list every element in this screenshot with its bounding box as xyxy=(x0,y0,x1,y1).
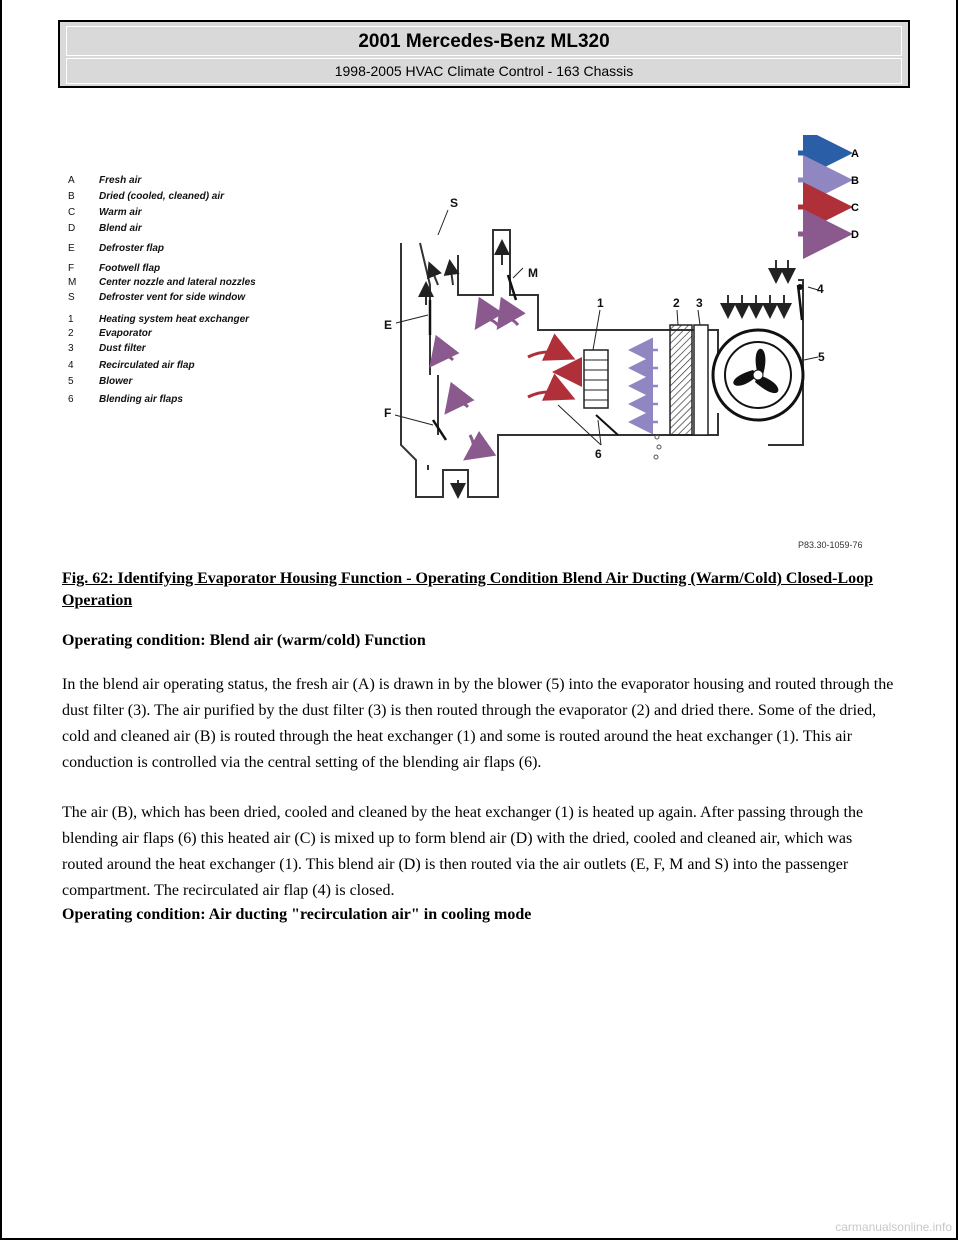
condensate-drops-icon xyxy=(654,435,661,459)
paragraph-blend-air-2: The air (B), which has been dried, cooled and cleaned by the heat exchanger (1) is heated up again. After passing through the blending air flaps (6) this heated air (C) is mixed up to form blend air (D) with the dried, cooled and cleaned air, which was routed around the heat exchanger (1). This blend air (D) is then routed via the air outlets (E, F, M and S) into the passenger compartment. The recirculated air flap (4) is closed. xyxy=(62,804,864,899)
header-title: 2001 Mercedes-Benz ML320 xyxy=(66,26,902,56)
section-heading-blend-air: Operating condition: Blend air (warm/cold) Function xyxy=(62,632,426,649)
recirculated-air-flap xyxy=(798,285,802,320)
blend-air-arrows xyxy=(433,319,518,457)
figure-code: P83.30-1059-76 xyxy=(798,540,863,550)
outlet-arrows xyxy=(426,243,502,495)
label-1: 1 xyxy=(597,296,604,310)
label-5: 5 xyxy=(818,350,825,364)
label-e: E xyxy=(384,318,393,332)
hvac-schematic xyxy=(58,135,878,555)
key-c: C xyxy=(851,202,859,214)
heat-exchanger xyxy=(584,350,608,408)
label-3: 3 xyxy=(696,296,703,310)
dried-air-arrows xyxy=(633,350,658,422)
label-s: S xyxy=(450,196,459,210)
label-m: M xyxy=(528,266,538,280)
label-6: 6 xyxy=(595,447,602,461)
header-subtitle: 1998-2005 HVAC Climate Control - 163 Chassis xyxy=(66,58,902,84)
key-b: B xyxy=(851,175,859,187)
warm-air-arrows xyxy=(528,352,573,397)
dust-filter xyxy=(694,325,708,435)
label-2: 2 xyxy=(673,296,680,310)
section-heading-recirculation: Operating condition: Air ducting "recirculation air" in cooling mode xyxy=(62,906,532,923)
key-a: A xyxy=(851,148,859,160)
flow-key-arrows xyxy=(798,148,859,241)
key-d: D xyxy=(851,229,859,241)
evaporator xyxy=(670,325,692,435)
blower-icon xyxy=(713,330,803,420)
page-header xyxy=(58,20,910,88)
hvac-diagram-figure: A Fresh air B Dried (cooled, cleaned) air C Warm air D Blend air E Defroster flap F Footwell flap M Center nozzle and lateral nozzles S Defroster vent for side window 1 Heating system heat exchanger 2 Evaporator 3 Dust filter 4 Recirculated air flap 5 Blower 6 Blending air flaps A B C D S M E F 1 2 3 4 5 6 P83.30-1059-76 xyxy=(58,135,878,555)
label-4: 4 xyxy=(817,282,824,296)
fresh-air-intake-arrows xyxy=(728,260,788,315)
watermark-url: carmanualsonline.info xyxy=(835,1220,952,1234)
footwell-flap xyxy=(433,420,446,440)
label-f: F xyxy=(384,406,392,420)
figure-caption: Fig. 62: Identifying Evaporator Housing Function - Operating Condition Blend Air Ducting (Warm/Cold) Closed-Loop Operation xyxy=(62,570,874,609)
paragraph-blend-air-1: In the blend air operating status, the fresh air (A) is drawn in by the blower (5) into the evaporator housing and routed through the dust filter (3). The air purified by the dust filter (3) is then routed through the evaporator (2) and dried there. Some of the dried, cold and cleaned air (B) is routed through the heat exchanger (1) and some is routed around the heat exchanger (1). This air conduction is controlled via the central setting of the blending air flaps (6). xyxy=(62,676,894,771)
